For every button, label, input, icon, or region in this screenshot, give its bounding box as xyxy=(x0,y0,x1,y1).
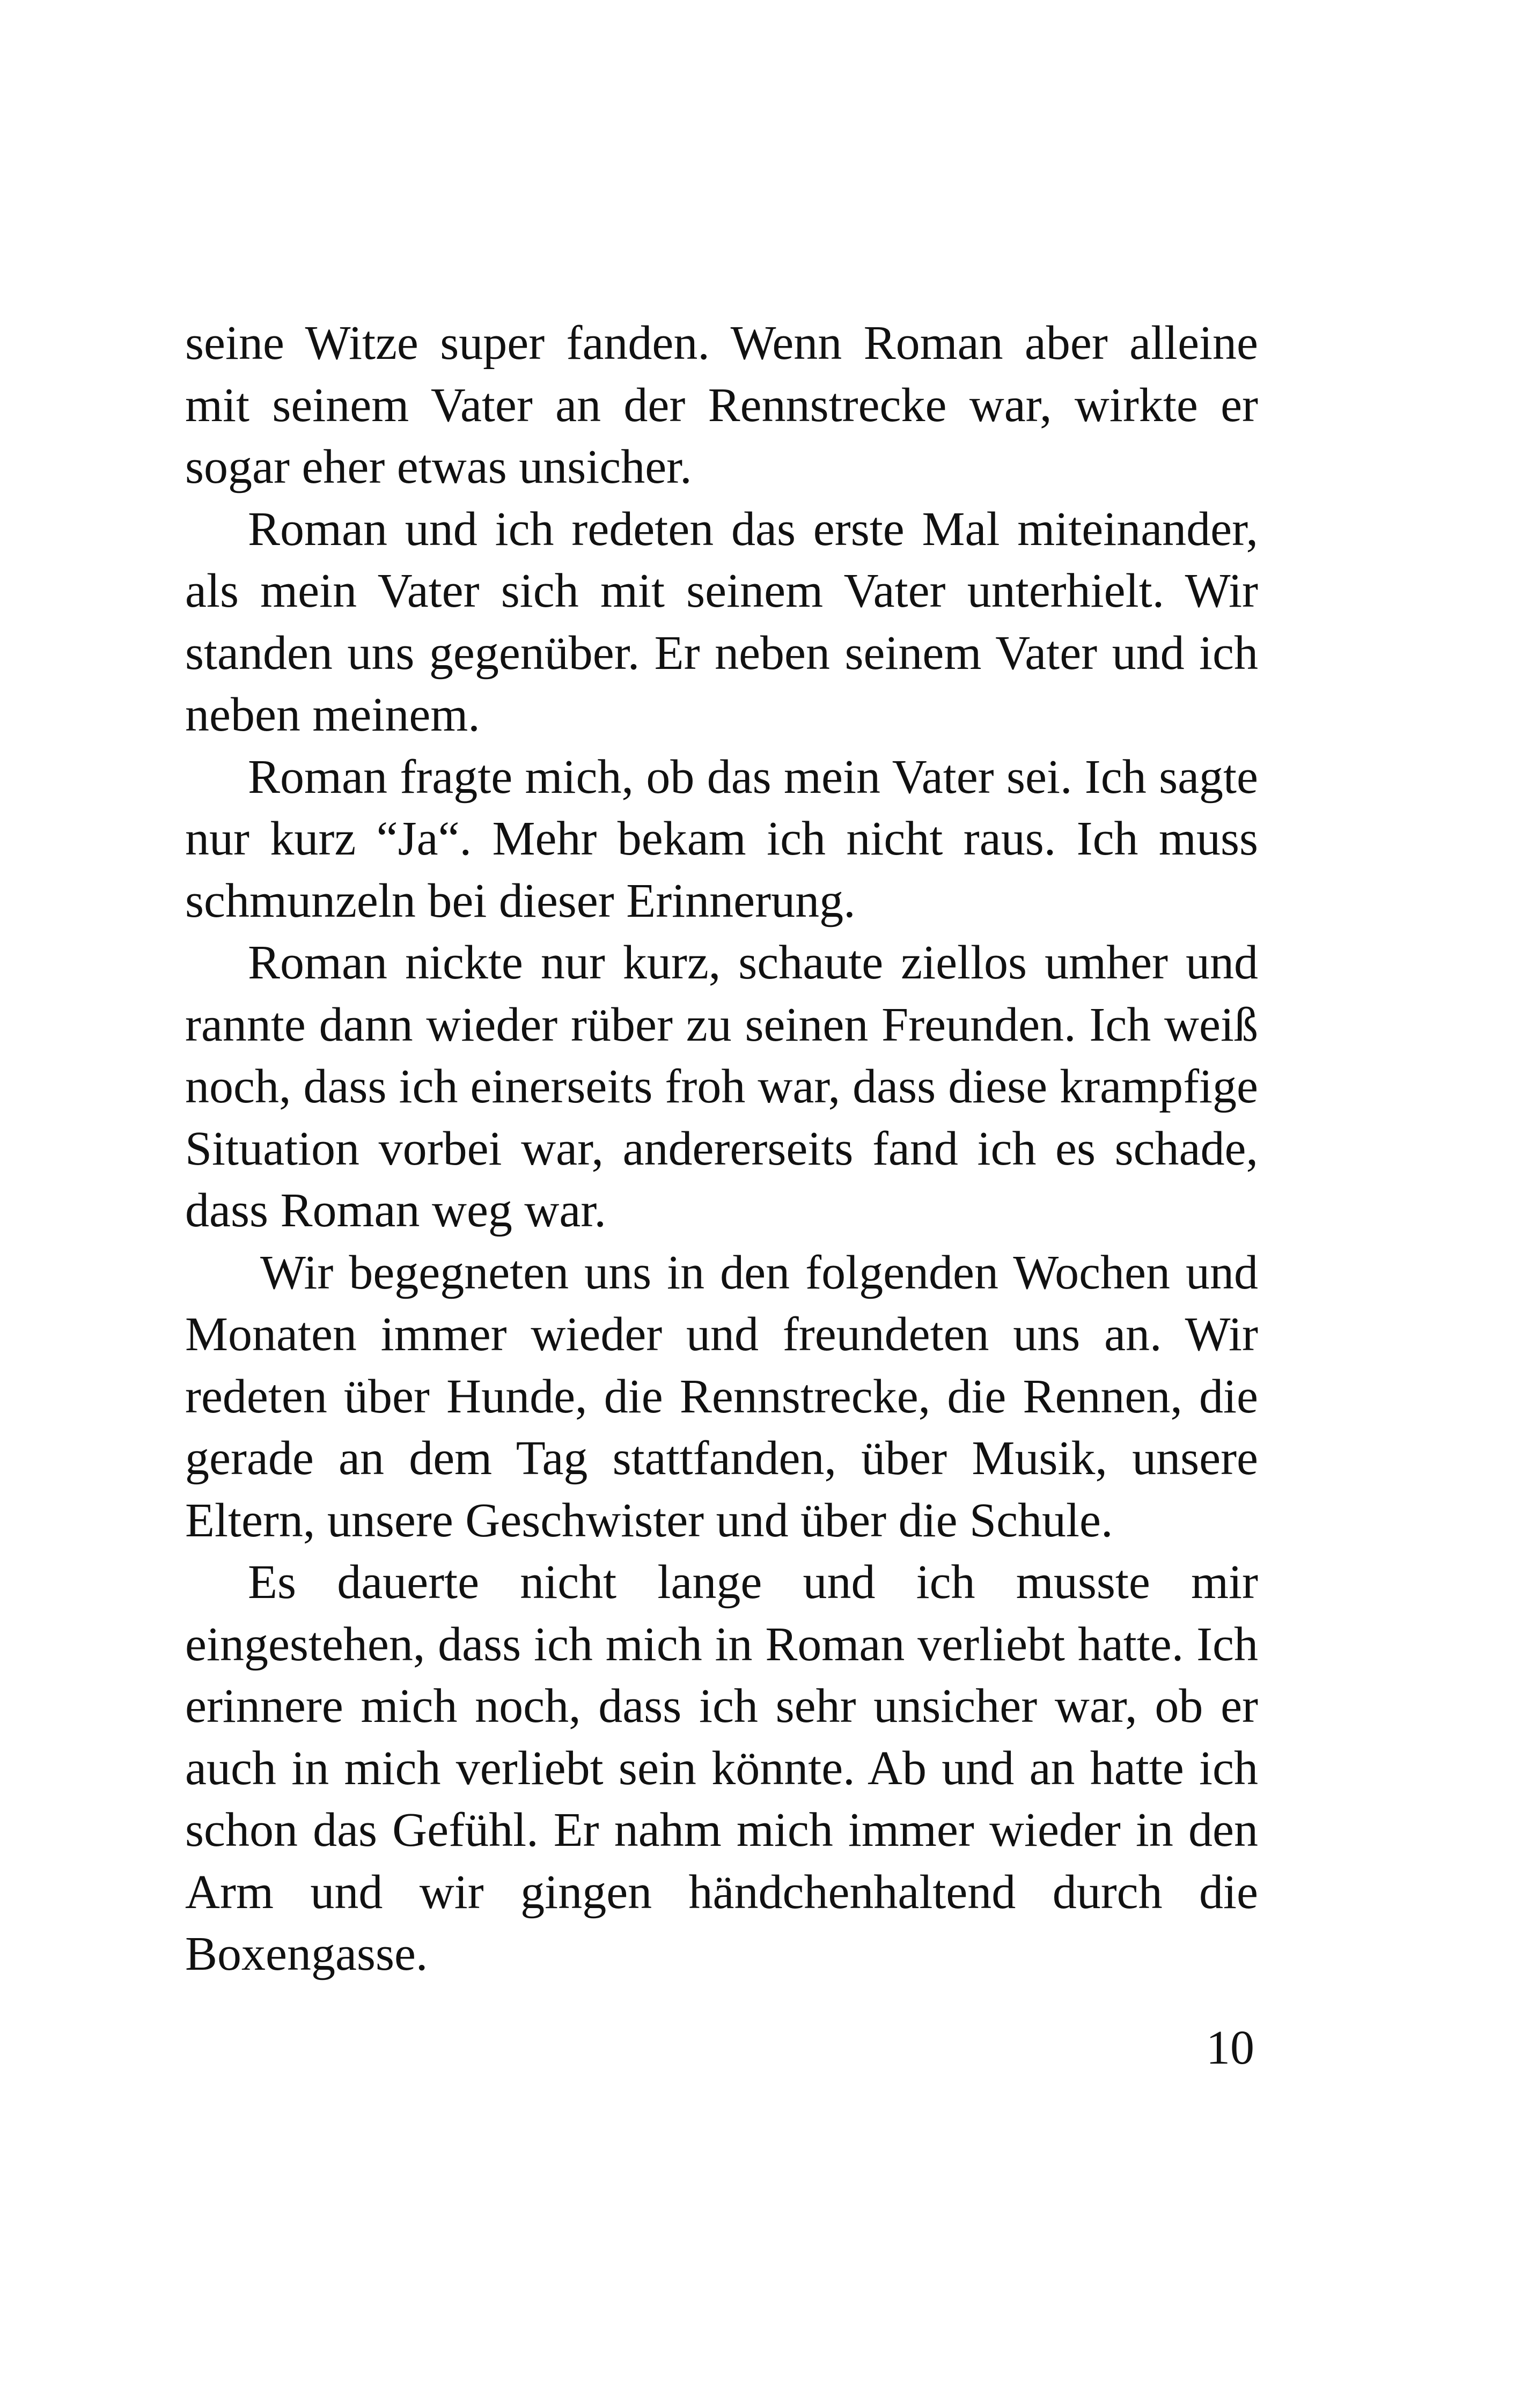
body-text xyxy=(185,312,1258,1985)
paragraph-1: seine Witze super fanden. Wenn Roman aber alleine mit seinem Vater an der Rennstrecke war, wirkte er sogar eher etwas unsicher. xyxy=(185,316,1258,494)
paragraph-5: Wir begegneten uns in den folgenden Wochen und Monaten immer wieder und freundeten uns an. Wir redeten über Hunde, die Rennstrecke, die Rennen, die gerade an dem Tag stattfanden, über Musik, unsere Eltern, unsere Geschwister und über die Schule. xyxy=(185,1246,1258,1547)
paragraph-3: Roman fragte mich, ob das mein Vater sei. Ich sagte nur kurz “Ja“. Mehr bekam ich nicht raus. Ich muss schmunzeln bei dieser Erinnerung. xyxy=(185,750,1258,927)
paragraph-6: Es dauerte nicht lange und ich musste mir eingestehen, dass ich mich in Roman verliebt hatte. Ich erinnere mich noch, dass ich sehr unsicher war, ob er auch in mich verliebt sein könnte. Ab und an hatte ich schon das Gefühl. Er nahm mich immer wieder in den Arm und wir gingen händchenhaltend durch die Boxengasse. xyxy=(185,1556,1258,1980)
paragraph-4: Roman nickte nur kurz, schaute ziellos umher und rannte dann wieder rüber zu seinen Freunden. Ich weiß noch, dass ich einerseits froh war, dass diese krampfige Situation vorbei war, andererseits fand ich es schade, dass Roman weg war. xyxy=(185,936,1258,1237)
page-number: 10 xyxy=(1206,2021,1254,2074)
paragraph-2: Roman und ich redeten das erste Mal miteinander, als mein Vater sich mit seinem Vater unterhielt. Wir standen uns gegenüber. Er neben seinem Vater und ich neben meinem. xyxy=(185,502,1258,741)
